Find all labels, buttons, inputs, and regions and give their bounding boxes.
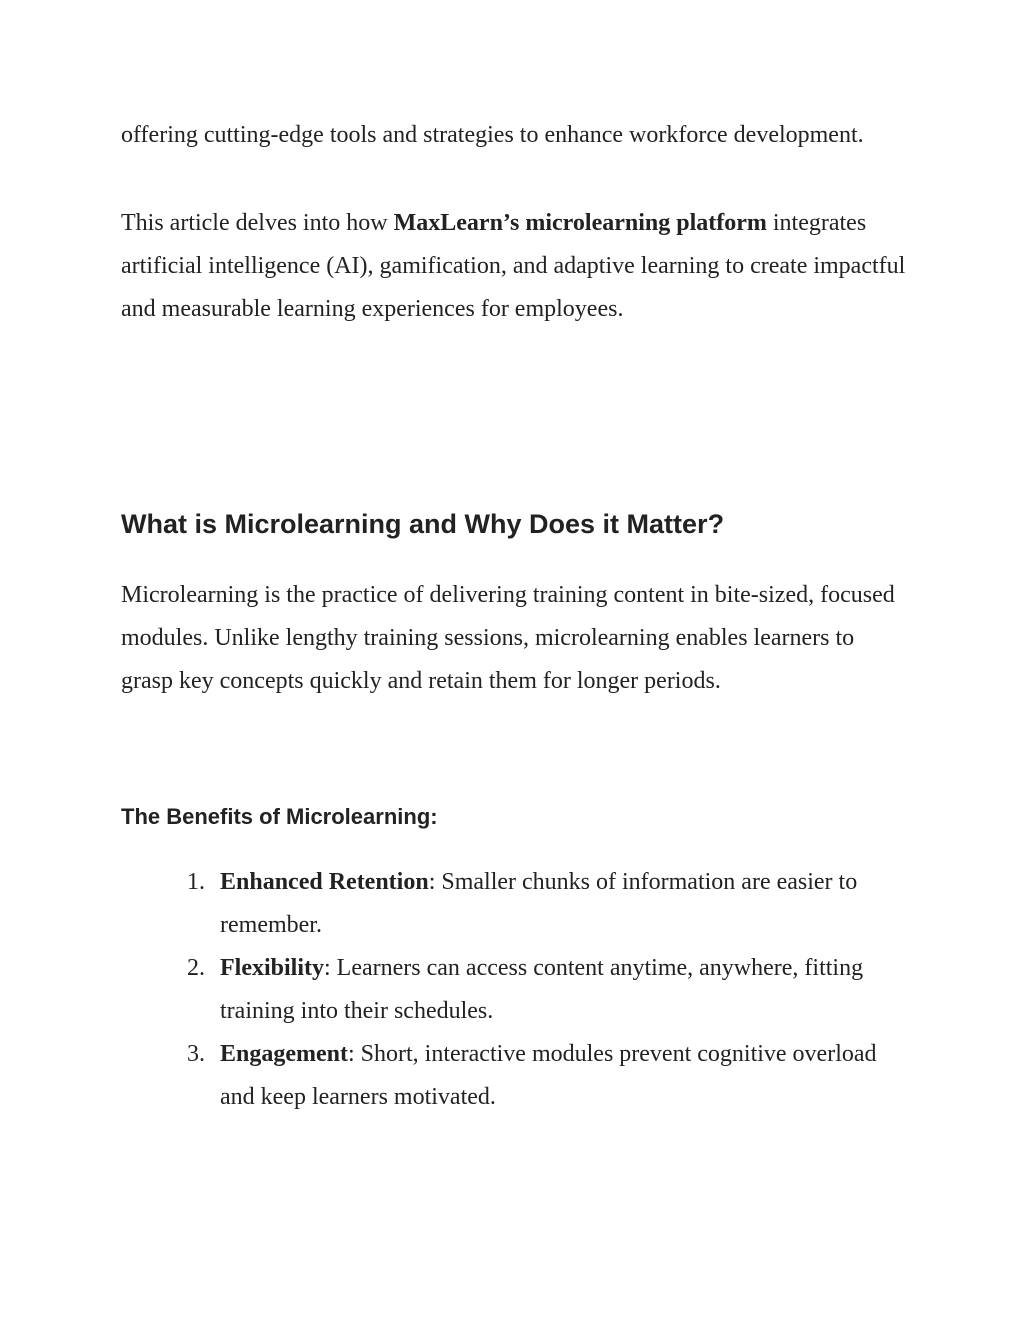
intro-paragraph-1: offering cutting-edge tools and strategies to enhance workforce development. — [121, 122, 864, 148]
benefits-list — [121, 861, 911, 1119]
intro-paragraph-2-suffix: integrates artificial intelligence (AI), gamification, and adaptive learning to create impactful and measurable learning experiences for employees. — [121, 210, 906, 322]
document-page — [121, 114, 911, 1110]
intro-paragraph-2 — [121, 202, 911, 331]
list-item-number: 3. — [187, 1041, 205, 1067]
list-item — [121, 947, 911, 1033]
list-item-title: Flexibility — [220, 955, 324, 981]
section-paragraph: Microlearning is the practice of delivering training content in bite-sized, focused modules. Unlike lengthy training sessions, microlearning enables learners to grasp key concepts quickly and retain them for longer periods. — [121, 582, 895, 694]
intro-paragraph-2-prefix: This article delves into how — [121, 210, 394, 236]
list-item-title: Enhanced Retention — [220, 869, 429, 895]
list-item-text: : Short, interactive modules prevent cognitive overload and keep learners motivated. — [220, 1041, 877, 1110]
list-item-number: 2. — [187, 955, 205, 981]
platform-name-bold: MaxLearn’s microlearning platform — [393, 210, 767, 236]
list-item-number: 1. — [187, 869, 205, 895]
benefits-heading: The Benefits of Microlearning: — [121, 804, 438, 829]
list-item-title: Engagement — [220, 1041, 348, 1067]
list-item — [121, 861, 911, 947]
list-item — [121, 1033, 911, 1119]
list-item-text: : Learners can access content anytime, anywhere, fitting training into their schedules. — [220, 955, 864, 1024]
list-item-text: : Smaller chunks of information are easier to remember. — [220, 869, 858, 938]
section-heading: What is Microlearning and Why Does it Matter? — [121, 509, 725, 539]
